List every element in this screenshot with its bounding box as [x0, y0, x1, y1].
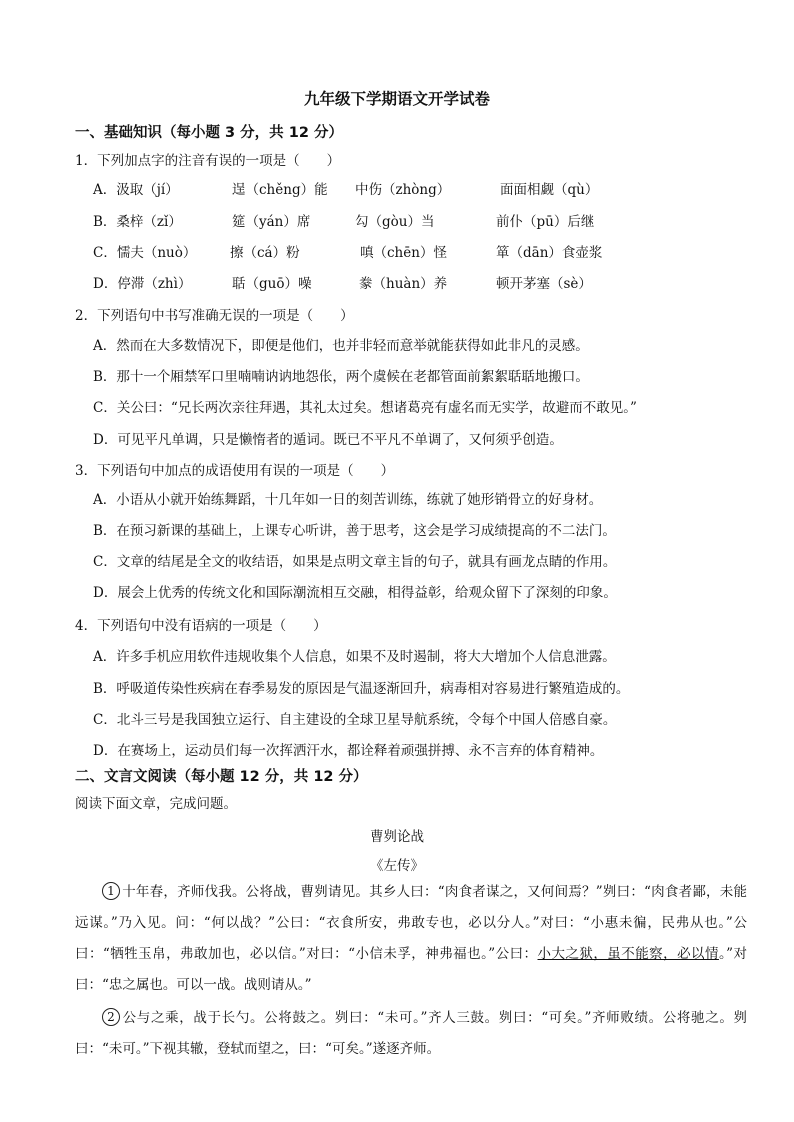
q2-option-a: A．然而在大多数情况下，即便是他们，也并非轻而意举就能获得如此非凡的灵感。 — [93, 338, 589, 354]
paragraph-1-text: 十年春，齐师伐我。公将战，曹刿请见。其乡人曰：“肉食者谋之，又何间焉？”刿曰：“肉食者鄙，未能远谋。”乃入见。问：“何以战？”公曰：“衣食所安，弗敢专也，必以分人。”对曰：“小惠未徧，民弗从也。”公曰：“牺牲玉帛，弗敢加也，必以信。”对曰：“小信未孚，神弗福也。”公曰： — [75, 884, 747, 962]
article-paragraph-2 — [75, 1003, 747, 1065]
q1-option-a-item-1: A．汲取（jí） — [93, 182, 179, 198]
q1-option-d-item-3: 豢（huàn）养 — [359, 276, 448, 292]
paragraph-2-text: 公与之乘，战于长勺。公将鼓之。刿曰：“未可。”齐人三鼓。刿曰：“可矣。”齐师败绩。公将驰之。刿曰：“未可。”下视其辙，登轼而望之，曰：“可矣。”遂逐齐师。 — [75, 1010, 747, 1057]
reading-instruction: 阅读下面文章，完成问题。 — [75, 796, 237, 812]
paragraph-number-1: 1 — [102, 882, 120, 900]
q2-option-d: D．可见平凡单调，只是懒惰者的遁词。既已不平凡不单调了，又何须乎创造。 — [93, 432, 563, 448]
q4-option-c: C．北斗三号是我国独立运行、自主建设的全球卫星导航系统，令每个中国人倍感自豪。 — [93, 712, 617, 728]
q1-option-c-item-1: C．懦夫（nuò） — [93, 245, 197, 261]
q3-option-d: D．展会上优秀的传统文化和国际潮流相互交融，相得益彰，给观众留下了深刻的印象。 — [93, 585, 617, 601]
q1-option-c-item-2: 擦（cá）粉 — [230, 245, 300, 261]
page-title: 九年级下学期语文开学试卷 — [303, 90, 490, 108]
q2-option-b: B．那十一个厢禁军口里喃喃讷讷地怨伥，两个虞候在老都管面前絮絮聒聒地搬口。 — [93, 369, 589, 385]
paragraph-1-underlined-sentence: 小大之狱，虽不能察，必以情 — [537, 946, 719, 962]
article-source: 《左传》 — [370, 858, 424, 874]
q3-option-c: C．文章的结尾是全文的收结语，如果是点明文章主旨的句子，就具有画龙点睛的作用。 — [93, 554, 617, 570]
q3-option-b: B．在预习新课的基础上，上课专心听讲，善于思考，这会是学习成绩提高的不二法门。 — [93, 523, 616, 539]
paragraph-1-text-end: 。”对曰：“忠之属也。可以一战。战则请从。” — [75, 946, 748, 993]
q1-option-c-item-3: 嗔（chēn）怪 — [360, 245, 447, 261]
question-4-stem: 4．下列语句中没有语病的一项是（ ） — [75, 618, 327, 634]
question-2-stem: 2．下列语句中书写准确无误的一项是（ ） — [75, 308, 354, 324]
section-heading-classical-reading: 二、文言文阅读（每小题 12 分，共 12 分） — [75, 769, 368, 785]
q1-option-b-item-1: B．桑梓（zǐ） — [93, 214, 182, 230]
q1-option-b-item-3: 勾（gòu）当 — [355, 214, 435, 230]
q1-option-b-item-2: 筵（yán）席 — [232, 214, 311, 230]
q1-option-a-item-2: 逞（chěng）能 — [232, 182, 328, 198]
article-paragraph-1 — [75, 877, 747, 1001]
q2-option-c: C．关公曰：“兄长两次亲往拜遇，其礼太过矣。想诸葛亮有虚名而无实学，故避而不敢见。” — [93, 400, 637, 416]
q4-option-d: D．在赛场上，运动员们每一次挥洒汗水，都诠释着顽强拼搏、永不言弃的体育精神。 — [93, 743, 604, 759]
q4-option-b: B．呼吸道传染性疾病在春季易发的原因是气温逐渐回升，病毒相对容易进行繁殖造成的。 — [93, 681, 630, 697]
q1-option-a-item-3: 中伤（zhòng） — [355, 182, 451, 198]
q3-option-a: A．小语从小就开始练舞蹈，十几年如一日的刻苦训练，练就了她形销骨立的好身材。 — [93, 492, 603, 508]
q1-option-b-item-4: 前仆（pū）后继 — [496, 214, 595, 230]
question-3-stem: 3．下列语句中加点的成语使用有误的一项是（ ） — [75, 463, 395, 479]
q1-option-c-item-4: 箪（dān）食壶浆 — [496, 245, 603, 261]
article-title: 曹刿论战 — [370, 829, 424, 845]
question-1-stem: 1．下列加点字的注音有误的一项是（ ） — [75, 153, 341, 169]
section-heading-basic-knowledge: 一、基础知识（每小题 3 分，共 12 分） — [75, 125, 343, 141]
q1-option-d-item-1: D．停滞（zhì） — [93, 276, 192, 292]
q1-option-a-item-4: 面面相觑（qù） — [500, 182, 599, 198]
q1-option-d-item-2: 聒（guō）噪 — [232, 276, 312, 292]
q1-option-d-item-4: 顿开茅塞（sè） — [496, 276, 592, 292]
paragraph-number-2: 2 — [102, 1008, 120, 1026]
q4-option-a: A．许多手机应用软件违规收集个人信息，如果不及时遏制，将大大增加个人信息泄露。 — [93, 649, 616, 665]
